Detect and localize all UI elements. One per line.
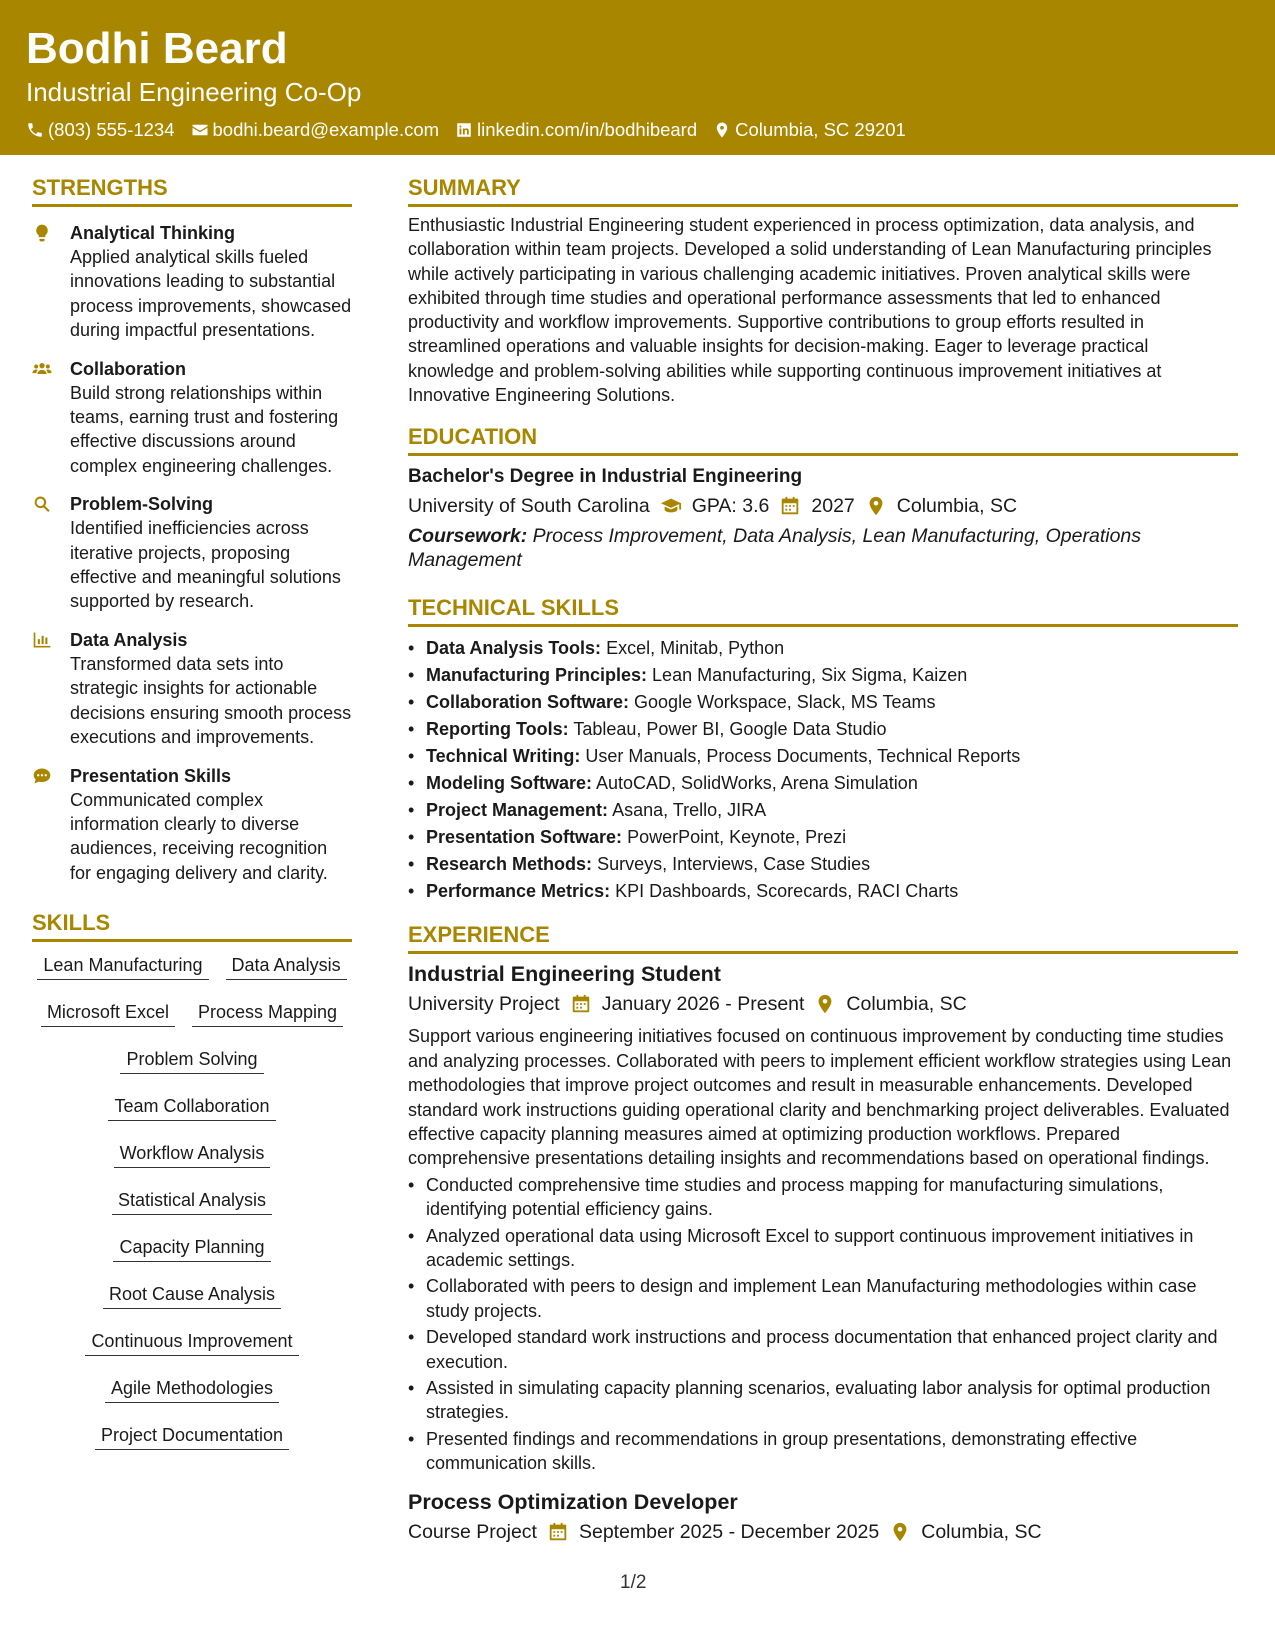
skill-label: Data Analysis Tools: xyxy=(426,638,602,659)
list-item: • Presented findings and recommendations in group presentations, demonstrating effective communication skills. xyxy=(408,1427,1238,1476)
page-number: 1/2 xyxy=(620,1572,647,1593)
skill-label: Modeling Software: xyxy=(426,773,592,794)
left-column xyxy=(32,172,352,1469)
summary-heading: SUMMARY xyxy=(408,172,1238,207)
skill-label: Presentation Software: xyxy=(426,827,623,848)
skill-label: Reporting Tools: xyxy=(426,719,569,740)
calendar-icon xyxy=(570,993,592,1015)
map-pin-icon xyxy=(814,993,836,1015)
skill-chip: Lean Manufacturing xyxy=(37,952,208,980)
skill-chip: Microsoft Excel xyxy=(41,999,175,1027)
coursework xyxy=(408,524,1238,572)
skill-value: Tableau, Power BI, Google Data Studio xyxy=(573,719,887,740)
gpa-text: GPA: 3.6 xyxy=(691,495,770,518)
calendar-icon xyxy=(779,495,801,517)
skill-value: Asana, Trello, JIRA xyxy=(612,800,767,821)
skill-value: Lean Manufacturing, Six Sigma, Kaizen xyxy=(652,665,968,686)
skill-chip: Root Cause Analysis xyxy=(103,1281,281,1309)
list-item xyxy=(408,716,1238,743)
coursework-text: Process Improvement, Data Analysis, Lean Manufacturing, Operations Management xyxy=(408,525,1142,572)
phone-text: (803) 555-1234 xyxy=(48,119,175,140)
location-text: Columbia, SC 29201 xyxy=(735,119,906,140)
list-item xyxy=(408,689,1238,716)
skill-chip: Project Documentation xyxy=(95,1422,289,1450)
grad-year: 2027 xyxy=(811,495,855,518)
skill-chip: Data Analysis xyxy=(226,952,347,980)
calendar-icon xyxy=(547,1521,569,1543)
contact-bar xyxy=(26,119,1249,141)
strength-desc: Communicated complex information clearly to diverse audiences, receiving recognition for engaging delivery and clarity. xyxy=(70,789,328,883)
list-item: • Collaborated with peers to design and implement Lean Manufacturing methodologies within case study projects. xyxy=(408,1274,1238,1323)
skill-value: Surveys, Interviews, Case Studies xyxy=(597,854,871,875)
skill-value: PowerPoint, Keynote, Prezi xyxy=(627,827,847,848)
search-icon xyxy=(32,494,52,514)
job-dates: January 2026 - Present xyxy=(601,993,805,1016)
education-meta xyxy=(408,492,1238,520)
chart-bar-icon xyxy=(32,630,52,650)
skill-value: Excel, Minitab, Python xyxy=(606,638,785,659)
job-meta xyxy=(408,990,1238,1018)
list-item xyxy=(408,878,1238,905)
strength-item xyxy=(32,492,352,614)
map-pin-icon xyxy=(713,121,731,139)
users-icon xyxy=(32,359,52,379)
job-description: Support various engineering initiatives focused on continuous improvement by conducting time studies and analyzing processes. Collaborated with peers to implement efficient workflow strategies using Lean methodologies that improve project outcomes and result in measurable enhancements. Developed standard work instructions guiding operational clarity and benchmarking project deliverables. Evaluated effective capacity planning measures aimed at optimizing production workflows. Prepared comprehensive presentations detailing insights and recommendations based on operational findings. xyxy=(408,1026,1232,1169)
skills-heading: SKILLS xyxy=(32,907,352,942)
strength-desc: Transformed data sets into strategic insights for actionable decisions ensuring smooth process executions and improvements. xyxy=(70,653,352,748)
job-title: Process Optimization Developer xyxy=(408,1489,738,1514)
skill-label: Manufacturing Principles: xyxy=(426,665,648,686)
linkedin-icon xyxy=(455,121,473,139)
experience-entry xyxy=(408,1488,1238,1546)
list-item xyxy=(408,743,1238,770)
job-org: University Project xyxy=(408,993,560,1016)
skill-label: Research Methods: xyxy=(426,854,593,875)
list-item: • Analyzed operational data using Microsoft Excel to support continuous improvement initiatives in academic settings. xyxy=(408,1224,1238,1273)
skill-label: Performance Metrics: xyxy=(426,881,611,902)
map-pin-icon xyxy=(889,1521,911,1543)
skill-chip: Team Collaboration xyxy=(108,1093,275,1121)
job-bullets xyxy=(408,1173,1238,1476)
job-location: Columbia, SC xyxy=(846,993,967,1016)
job-dates: September 2025 - December 2025 xyxy=(578,1520,880,1543)
phone-icon xyxy=(26,121,44,139)
skill-value: User Manuals, Process Documents, Technical Reports xyxy=(585,746,1021,767)
experience-heading: EXPERIENCE xyxy=(408,919,1238,954)
skill-chip: Continuous Improvement xyxy=(85,1328,298,1356)
contact-linkedin[interactable] xyxy=(455,119,697,141)
list-item xyxy=(408,635,1238,662)
list-item xyxy=(408,851,1238,878)
school-name: University of South Carolina xyxy=(408,495,650,518)
strength-title: Problem-Solving xyxy=(70,494,214,515)
skill-value: AutoCAD, SolidWorks, Arena Simulation xyxy=(596,773,918,794)
job-location: Columbia, SC xyxy=(921,1520,1042,1543)
candidate-name: Bodhi Beard xyxy=(26,24,288,73)
list-item: • Assisted in simulating capacity planning scenarios, evaluating labor analysis for optimal production strategies. xyxy=(408,1376,1238,1425)
strength-desc: Build strong relationships within teams, earning trust and fostering effective discussions around complex engineering challenges. xyxy=(70,382,339,476)
skill-chip: Capacity Planning xyxy=(113,1234,270,1262)
skill-chip: Problem Solving xyxy=(120,1046,263,1074)
strength-title: Analytical Thinking xyxy=(70,223,236,243)
degree-title: Bachelor's Degree in Industrial Engineering xyxy=(408,466,803,488)
linkedin-text: linkedin.com/in/bodhibeard xyxy=(477,119,698,140)
technical-skills-list xyxy=(408,635,1238,905)
skill-chip: Statistical Analysis xyxy=(112,1187,272,1215)
right-column xyxy=(408,172,1238,1546)
list-item xyxy=(408,770,1238,797)
experience-entry xyxy=(408,960,1238,1475)
list-item: • Conducted comprehensive time studies and process mapping for manufacturing simulations, identifying potential efficiency gains. xyxy=(408,1173,1238,1222)
strength-item xyxy=(32,357,352,479)
contact-email[interactable] xyxy=(191,119,440,141)
skills-chip-list xyxy=(32,952,352,1469)
strength-item xyxy=(32,764,352,886)
job-title: Industrial Engineering Student xyxy=(408,962,721,987)
skill-label: Project Management: xyxy=(426,800,609,821)
list-item: • Developed standard work instructions and process documentation that enhanced project clarity and execution. xyxy=(408,1325,1238,1374)
job-org: Course Project xyxy=(408,1520,537,1543)
strength-item xyxy=(32,221,352,343)
strength-item xyxy=(32,628,352,750)
contact-phone[interactable] xyxy=(26,119,175,141)
contact-location xyxy=(713,119,906,141)
skill-value: Google Workspace, Slack, MS Teams xyxy=(634,692,936,713)
skill-label: Technical Writing: xyxy=(426,746,581,767)
list-item xyxy=(408,662,1238,689)
list-item xyxy=(408,797,1238,824)
education-heading: EDUCATION xyxy=(408,421,1238,456)
list-item xyxy=(408,824,1238,851)
resume-header xyxy=(0,0,1275,155)
technical-skills-heading: TECHNICAL SKILLS xyxy=(408,592,1238,627)
summary-text: Enthusiastic Industrial Engineering student experienced in process optimization, data analysis, and collaboration within team projects. Developed a solid understanding of Lean Manufacturing principles while actively participating in various challenging academic initiatives. Proven analytical skills were exhibited through time studies and operational performance assessments that led to enhanced productivity and workflow improvements. Supportive contributions to group efforts resulted in streamlined operations and valuable insights for decision-making. Eager to leverage practical knowledge and problem-solving abilities while supporting continuous improvement initiatives at Innovative Engineering Solutions. xyxy=(408,215,1212,406)
skill-label: Collaboration Software: xyxy=(426,692,630,713)
map-pin-icon xyxy=(865,495,887,517)
comment-icon xyxy=(32,766,52,786)
skill-chip: Process Mapping xyxy=(192,999,343,1027)
email-text: bodhi.beard@example.com xyxy=(212,119,440,140)
skill-chip: Workflow Analysis xyxy=(114,1140,271,1168)
candidate-title: Industrial Engineering Co-Op xyxy=(26,77,362,107)
envelope-icon xyxy=(191,121,209,139)
strength-desc: Identified inefficiencies across iterative projects, proposing effective and meaningful solutions supported by research. xyxy=(70,518,341,612)
job-meta xyxy=(408,1518,1238,1546)
graduation-cap-icon xyxy=(660,495,682,517)
skill-chip: Agile Methodologies xyxy=(105,1375,279,1403)
skill-value: KPI Dashboards, Scorecards, RACI Charts xyxy=(615,881,959,902)
education-location: Columbia, SC xyxy=(896,495,1018,518)
strength-title: Presentation Skills xyxy=(70,765,232,786)
strength-desc: Applied analytical skills fueled innovations leading to substantial process improvements, showcased during impactful presentations. xyxy=(70,247,352,341)
strength-title: Data Analysis xyxy=(70,629,188,650)
lightbulb-icon xyxy=(32,223,52,243)
strengths-heading: STRENGTHS xyxy=(32,172,352,207)
coursework-label: Coursework: xyxy=(408,525,528,548)
strength-title: Collaboration xyxy=(70,358,186,379)
